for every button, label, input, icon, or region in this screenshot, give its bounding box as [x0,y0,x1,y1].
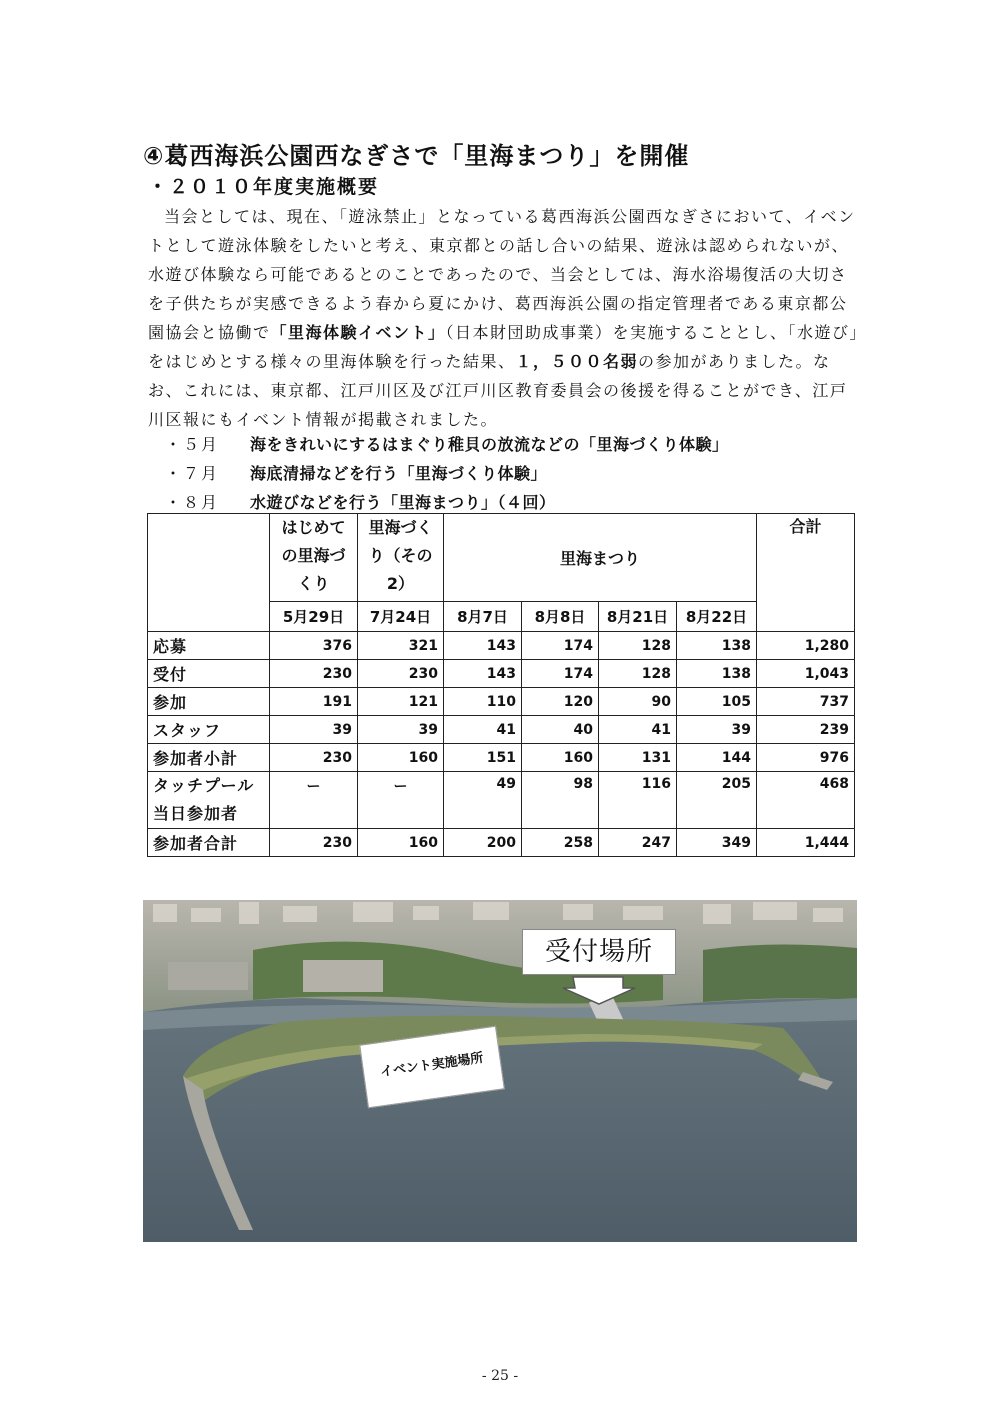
table-corner [148,514,270,632]
table-cell: ー [358,772,444,829]
table-cell: 143 [444,660,522,688]
table-cell: 40 [522,716,599,744]
table-cell-total: 1,280 [757,632,855,660]
table-cell: 205 [677,772,757,829]
summary-paragraph [148,202,860,434]
table-cell: 138 [677,660,757,688]
schedule-month: ・８月 [165,493,220,512]
table-cell: 230 [270,829,358,857]
participation-table [147,513,855,857]
table-cell: 247 [599,829,677,857]
table-row [148,688,855,716]
table-row [148,772,855,829]
section-subtitle: ・２０１０年度実施概要 [148,176,380,198]
table-row [148,744,855,772]
table-cell: 131 [599,744,677,772]
list-item [165,459,855,488]
header-date: 8月7日 [444,602,522,632]
summary-highlight-count: １，５００名弱 [515,352,639,371]
table-cell: 98 [522,772,599,829]
table-cell-total: 737 [757,688,855,716]
event-schedule-list [165,430,855,517]
table-cell-total: 1,444 [757,829,855,857]
table-cell: 138 [677,632,757,660]
table-cell: 200 [444,829,522,857]
table-cell: 105 [677,688,757,716]
header-date: 7月24日 [358,602,444,632]
table-cell: 121 [358,688,444,716]
table-cell: 41 [599,716,677,744]
table-cell: 230 [270,744,358,772]
schedule-description: 水遊びなどを行う「里海まつり」（４回） [250,493,556,512]
aerial-photo [143,900,857,1242]
page-title: ④葛西海浜公園西なぎさで「里海まつり」を開催 [143,142,690,170]
page-number: - 25 - [481,1368,519,1384]
table-cell: 41 [444,716,522,744]
schedule-description: 海をきれいにするはまぐり稚貝の放流などの「里海づくり体験」 [250,435,729,454]
table-cell: 151 [444,744,522,772]
row-label: 受付 [148,660,270,688]
table-cell: 144 [677,744,757,772]
summary-text-1: 当会としては、現在、「遊泳禁止」となっている葛西海浜公園西なぎさにおいて、イベントとして遊泳体験をしたいと考え、東京都との話し合いの結果、遊泳は認められないが、水遊び体験なら可能であるとのことであったので、当会としては、海水浴場復活の大切さを子供たちが実感できるよう春から夏にかけ、葛西海浜公園の指定管理者である東京都公園協会と協働で [148,207,856,342]
table-cell: 39 [358,716,444,744]
table-cell: 90 [599,688,677,716]
table-cell: 120 [522,688,599,716]
header-festival: 里海まつり [444,514,757,602]
table-cell: 160 [358,829,444,857]
row-label: 応募 [148,632,270,660]
table-row [148,829,855,857]
reception-location-label: 受付場所 [522,929,676,975]
schedule-month: ・５月 [165,435,220,454]
row-label: 参加者小計 [148,744,270,772]
header-date: 8月22日 [677,602,757,632]
schedule-month: ・７月 [165,464,220,483]
header-date: 5月29日 [270,602,358,632]
table-cell: 39 [270,716,358,744]
table-cell: 39 [677,716,757,744]
table-cell: 143 [444,632,522,660]
table-cell: 230 [358,660,444,688]
table-cell: 258 [522,829,599,857]
row-label: タッチプール当日参加者 [148,772,270,829]
table-row [148,632,855,660]
header-second-event: 里海づくり（その2） [358,514,444,602]
summary-text-3: の参加がありました。なお、これには、東京都、江戸川区及び江戸川区教育委員会の後援を得ることができ、江戸川区報にもイベント情報が掲載されました。 [148,352,848,429]
table-cell-total: 976 [757,744,855,772]
table-cell: 349 [677,829,757,857]
table-cell: 160 [358,744,444,772]
table-cell: 230 [270,660,358,688]
table-cell-total: 239 [757,716,855,744]
table-cell-total: 468 [757,772,855,829]
table-cell: 49 [444,772,522,829]
table-row [148,716,855,744]
table-cell: 191 [270,688,358,716]
table-cell: 160 [522,744,599,772]
row-label: 参加 [148,688,270,716]
table-cell: 376 [270,632,358,660]
header-date: 8月21日 [599,602,677,632]
row-label: 参加者合計 [148,829,270,857]
table-cell: 321 [358,632,444,660]
table-row [148,660,855,688]
table-cell-total: 1,043 [757,660,855,688]
summary-highlight-event: 「里海体験イベント」 [270,323,446,342]
table-cell: 110 [444,688,522,716]
summary-text-2: （日本財団助成事業）を実施することとし、「水遊び」をはじめとする様々の里海体験を行った結果、 [148,323,860,371]
header-total: 合計 [757,514,855,632]
table-cell: 128 [599,660,677,688]
table-cell: 116 [599,772,677,829]
row-label: スタッフ [148,716,270,744]
table-cell: 174 [522,660,599,688]
table-cell: 128 [599,632,677,660]
event-venue-label: イベント実施場所 [359,1026,505,1109]
schedule-description: 海底清掃などを行う「里海づくり体験」 [250,464,548,483]
list-item [165,430,855,459]
header-first-event: はじめての里海づくり [270,514,358,602]
table-cell: 174 [522,632,599,660]
table-cell: ー [270,772,358,829]
header-date: 8月8日 [522,602,599,632]
